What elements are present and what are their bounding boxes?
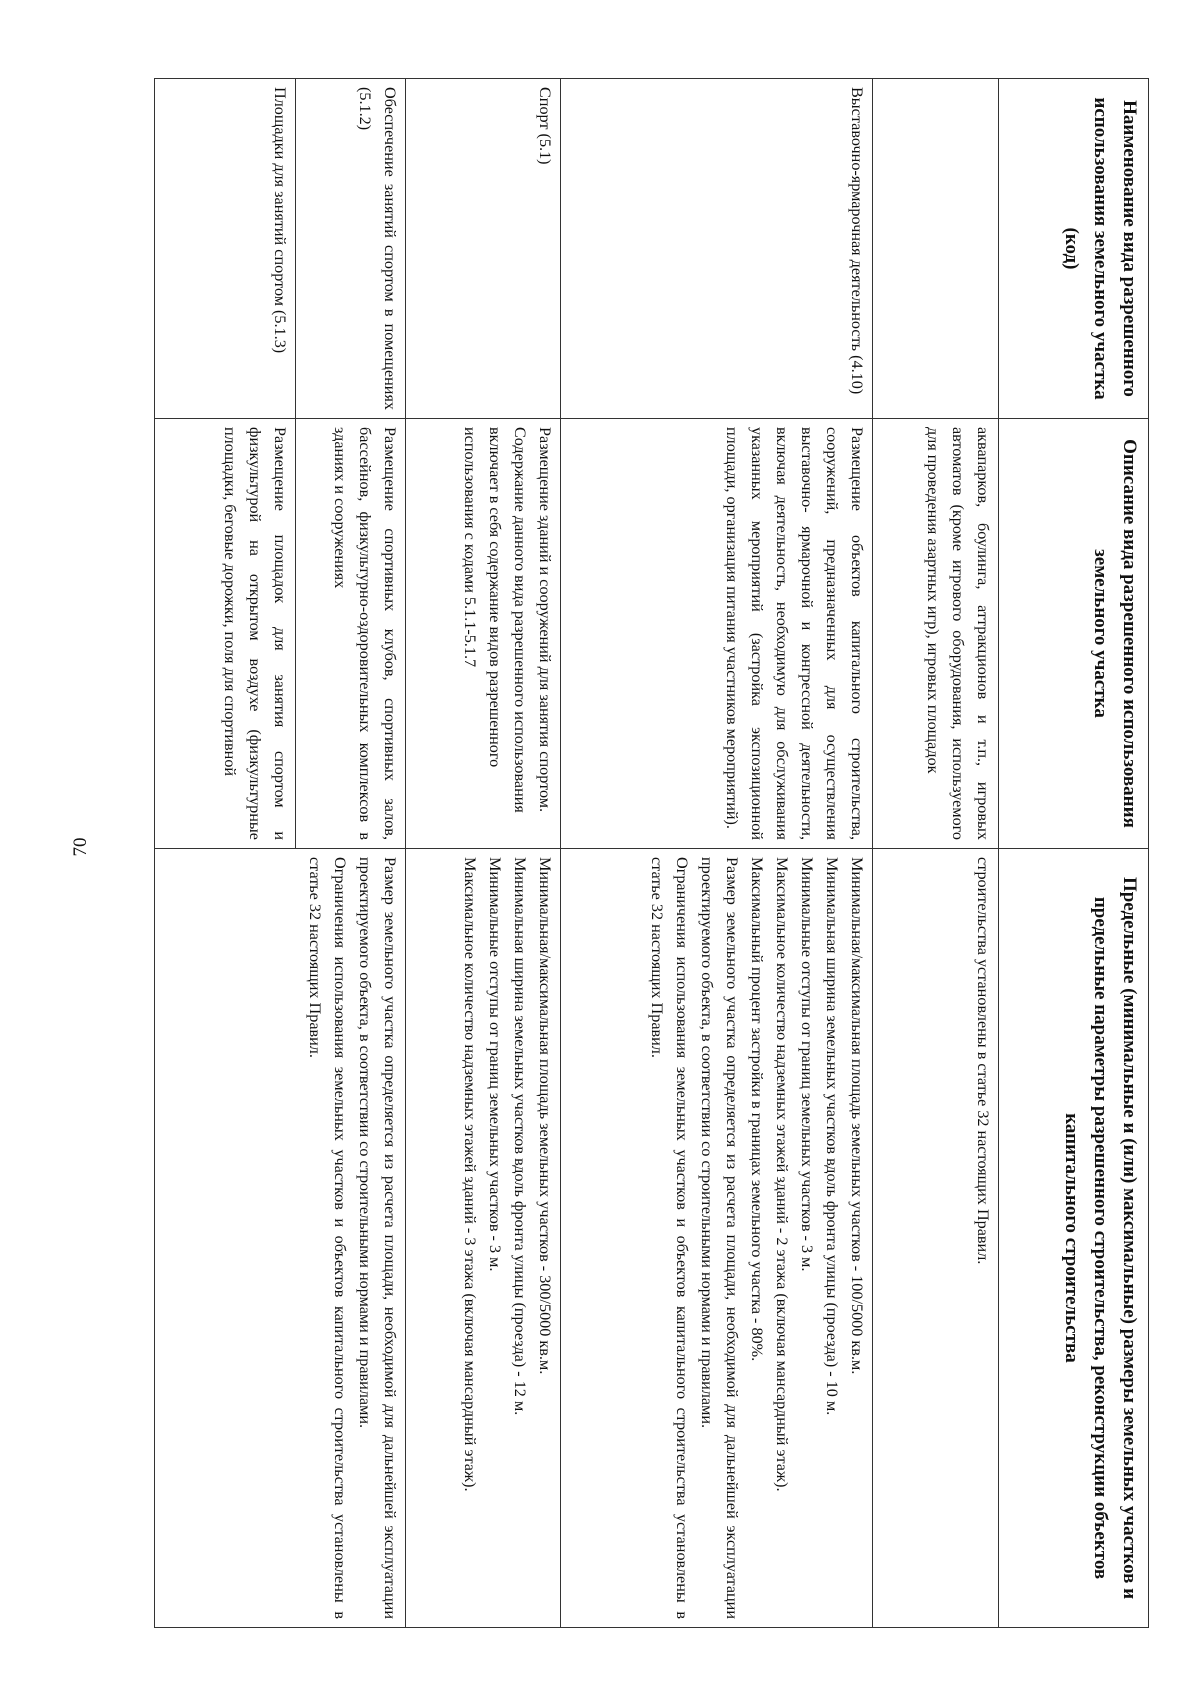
table-row [561,79,873,1628]
table-row [873,79,999,1628]
param-line: строительства установлены в статье 32 настоящих Правил. [974,857,992,1265]
cell-name: Обеспечение занятий спортом в помещениях (5.1.2) [296,79,406,419]
param-line: Минимальная ширина земельных участков вдоль фронта улицы (проезда) - 10 м. [823,857,841,1416]
cell-params [155,849,406,1628]
param-line: Минимальная/максимальная площадь земельных участков - 300/5000 кв.м. [536,857,554,1375]
cell-description: Размещение зданий и сооружений для занятия спортом. Содержание данного вида разрешенного использования включает в себя содержание видов разрешенного использования с кодами 5.1.1-5.1.7 [406,419,561,849]
cell-description: Размещение объектов капитального строительства, сооружений, предназначенных для осуществления выставочно- ярмарочной и конгрессной деятельности, включая деятельность, необходимую для обслуживания указанных мероприятий (застройка экспозиционной площади, организация питания участников мероприятий). [561,419,873,849]
table-row [296,79,406,1628]
table-row [406,79,561,1628]
param-line: Размер земельного участка определяется из расчета площади, необходимой для дальнейшей эксплуатации проектируемого объекта, в соответствии со строительными нормами и правилами. [356,857,399,1619]
param-line: Максимальный процент застройки в границах земельного участка - 80%. [748,857,766,1362]
param-line: Ограничения использования земельных участков и объектов капитального строительства установлены в статье 32 настоящих Правил. [306,857,349,1619]
cell-description: аквапарков, боулинга, аттракционов и т.п., игровых автоматов (кроме игрового оборудования, используемого для проведения азартных игр), игровых площадок [873,419,999,849]
cell-description: Размещение спортивных клубов, спортивных залов, бассейнов, физкультурно-оздоровительных комплексов в зданиях и сооружениях [296,419,406,849]
page-number: 70 [70,837,91,857]
zoning-table [154,78,1149,1628]
param-line: Минимальная/максимальная площадь земельных участков - 100/5000 кв.м. [848,857,866,1375]
header-row [999,79,1149,1628]
cell-description: Размещение площадок для занятия спортом и физкультурой на открытом воздухе (физкультурные площадки, беговые дорожки, поля для спортивной [155,419,296,849]
cell-name: Спорт (5.1) [406,79,561,419]
cell-params [561,849,873,1628]
header-params: Предельные (минимальные и (или) максимальные) размеры земельных участков и предельные параметры разрешенного строительства, реконструкции объектов капитального строительства [999,849,1149,1628]
param-line: Минимальная ширина земельных участков вдоль фронта улицы (проезда) - 12 м. [511,857,529,1416]
landscape-sheet [154,78,1149,1628]
header-description: Описание вида разрешенного использования земельного участка [999,419,1149,849]
param-line: Размер земельного участка определяется из расчета площади, необходимой для дальнейшей эксплуатации проектируемого объекта, в соответствии со строительными нормами и правилами. [698,857,741,1619]
cell-name: Выставочно-ярмарочная деятельность (4.10) [561,79,873,419]
cell-params [406,849,561,1628]
param-line: Минимальные отступы от границ земельных участков - 3 м. [798,857,816,1272]
cell-params [873,849,999,1628]
param-line: Максимальное количество надземных этажей зданий - 2 этажа (включая мансардный этаж). [773,857,791,1492]
param-line: Минимальные отступы от границ земельных участков - 3 м. [486,857,504,1272]
cell-name: Площадки для занятий спортом (5.1.3) [155,79,296,419]
header-name: Наименование вида разрешенного использования земельного участка (код) [999,79,1149,419]
param-line: Максимальное количество надземных этажей зданий - 3 этажа (включая мансардный этаж). [461,857,479,1492]
cell-name [873,79,999,419]
param-line: Ограничения использования земельных участков и объектов капитального строительства установлены в статье 32 настоящих Правил. [648,857,691,1619]
